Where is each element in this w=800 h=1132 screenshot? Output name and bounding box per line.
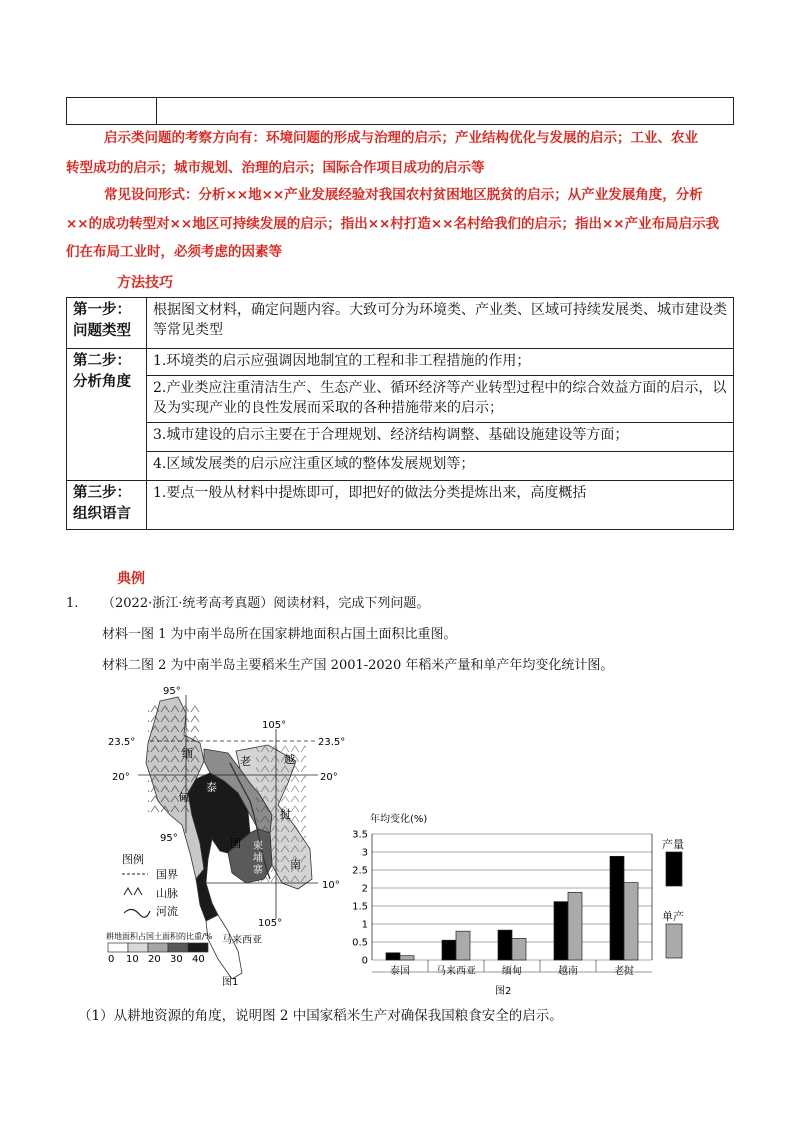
chart-xlabels: [372, 960, 652, 977]
bar-output: [610, 856, 624, 960]
step1-text: 根据图文材料，确定问题内容。大致可分为环境类、产业类、区域可持续发展类、城市建设类等常见类型: [147, 298, 734, 349]
y-tick-label: 2: [361, 883, 368, 895]
bar-output: [554, 902, 568, 960]
steps-table: [66, 297, 734, 530]
legend-swatch: [666, 852, 682, 886]
table-divider: [156, 98, 157, 124]
lat-label: 20°: [112, 772, 130, 783]
step3-text: 1.要点一般从材料中提炼即可，即把好的做法分类提炼出来，高度概括: [147, 481, 734, 530]
question-source: （2022·浙江·统考高考真题）阅读材料，完成下列问题。: [102, 596, 430, 611]
step2-item: 3.城市建设的启示主要在于合理规划、经济结构调整、基础设施建设等方面；: [147, 423, 734, 452]
chart-ylabel: 年均变化(%): [370, 814, 428, 825]
intro-line-5: 们在布局工业时，必须考虑的因素等: [66, 244, 282, 260]
country-label: 甸: [178, 791, 189, 804]
country-label: 国: [230, 837, 241, 850]
country-label: 缅: [182, 747, 193, 760]
figure2-caption: 图2: [495, 986, 512, 997]
lat-label: 20°: [320, 772, 338, 783]
legend-label: 产量: [662, 838, 684, 851]
intro-line-4: ××的成功转型对××地区可持续发展的启示；指出××村打造××名村给我们的启示；指出××产业布局启示我: [66, 216, 720, 232]
lat-label: 23.5°: [108, 737, 136, 748]
lon-label: 95°: [160, 833, 178, 844]
figure2-bar-chart: [340, 808, 695, 998]
legend-mountain-label: 山脉: [156, 887, 178, 900]
scale-swatch: [108, 943, 128, 952]
x-tick-label: 马来西亚: [436, 966, 476, 977]
lon-label: 95°: [163, 686, 181, 697]
y-tick-label: 1: [361, 919, 368, 931]
lon-label: 105°: [262, 720, 287, 731]
x-tick-label: 缅甸: [502, 966, 522, 977]
malaysia-shape: [206, 915, 242, 979]
scale-tick: 30: [170, 954, 183, 965]
y-tick-label: 3: [361, 847, 368, 859]
bar-output: [498, 930, 512, 960]
shade-scale: [108, 943, 208, 952]
scale-title: 耕地面积占国土面积的比重/%: [106, 932, 213, 941]
scale-tick: 0: [108, 954, 115, 965]
step2-item: 2.产业类应注重清洁生产、生态产业、循环经济等产业转型过程中的综合效益方面的启示，以及为实现产业的良性发展而采取的各种措施带来的启示；: [147, 376, 734, 423]
scale-swatch: [148, 943, 168, 952]
chart-bars: [386, 856, 638, 960]
country-label: 柬: [253, 841, 263, 852]
chart-legend: [662, 837, 684, 958]
figure1-caption: 图1: [222, 977, 239, 988]
example-heading: 典例: [117, 571, 145, 587]
legend-river-symbol: [124, 909, 150, 917]
bar-yield: [568, 892, 582, 960]
sub-question-1: （1）从耕地资源的角度，说明图 2 中国家稻米生产对确保我国粮食安全的启示。: [78, 1008, 563, 1024]
step2-item: 4.区域发展类的启示应注重区域的整体发展规划等；: [147, 452, 734, 481]
scale-tick: 40: [192, 954, 205, 965]
scale-tick: 20: [148, 954, 161, 965]
country-label: 老: [240, 755, 251, 768]
bar-output: [442, 940, 456, 960]
country-label: 南: [290, 858, 301, 871]
lat-label: 10°: [322, 880, 340, 891]
scale-swatch: [188, 943, 208, 952]
y-tick-label: 0.5: [352, 937, 368, 949]
y-tick-label: 1.5: [352, 901, 368, 913]
country-label: 埔: [253, 853, 263, 864]
country-label: 泰: [206, 781, 217, 794]
material-1: 材料一图 1 为中南半岛所在国家耕地面积占国土面积比重图。: [102, 627, 457, 642]
bar-yield: [624, 883, 638, 960]
intro-line-2: 转型成功的启示；城市规划、治理的启示；国际合作项目成功的启示等: [66, 160, 485, 176]
bar-yield: [512, 938, 526, 960]
lon-label: 105°: [258, 918, 283, 929]
legend-mountain-symbol: [124, 888, 142, 895]
x-tick-label: 老挝: [614, 966, 634, 977]
step3-label: 第三步：组织语言: [67, 481, 147, 530]
y-tick-label: 2.5: [352, 865, 368, 877]
lat-label: 23.5°: [318, 737, 346, 748]
scale-tick: 10: [126, 954, 139, 965]
bar-yield: [456, 931, 470, 960]
legend-border-label: 国界: [156, 868, 178, 881]
legend-river-label: 河流: [156, 905, 178, 918]
bar-yield: [400, 956, 414, 960]
scale-swatch: [168, 943, 188, 952]
intro-line-3: 常见设问形式：分析××地××产业发展经验对我国农村贫困地区脱贫的启示；从产业发展角度，分析: [104, 187, 703, 203]
x-tick-label: 泰国: [390, 966, 410, 977]
question-number: 1.: [66, 596, 79, 611]
legend-swatch: [666, 924, 682, 958]
method-heading: 方法技巧: [117, 275, 173, 291]
top-empty-table: [66, 97, 734, 125]
scale-swatch: [128, 943, 148, 952]
country-label: 寨: [253, 865, 263, 876]
y-tick-label: 3.5: [352, 829, 368, 841]
y-tick-label: 0: [361, 955, 368, 967]
legend-title: 图例: [122, 853, 144, 866]
step1-label: 第一步：问题类型: [67, 298, 147, 349]
bar-output: [386, 953, 400, 960]
figure1-map: [100, 683, 365, 993]
country-label: 挝: [280, 808, 291, 821]
x-tick-label: 越南: [558, 966, 578, 977]
step2-item: 1.环境类的启示应强调因地制宜的工程和非工程措施的作用；: [147, 349, 734, 376]
legend-label: 单产: [662, 910, 684, 923]
country-label: 越: [284, 753, 295, 766]
step2-label: 第二步：分析角度: [67, 349, 147, 481]
country-label: 马来西亚: [222, 935, 262, 946]
material-2: 材料二图 2 为中南半岛主要稻米生产国 2001-2020 年稻米产量和单产年均变化统计图。: [102, 658, 614, 673]
intro-line-1: 启示类问题的考察方向有：环境问题的形成与治理的启示；产业结构优化与发展的启示；工业、农业: [104, 130, 698, 146]
